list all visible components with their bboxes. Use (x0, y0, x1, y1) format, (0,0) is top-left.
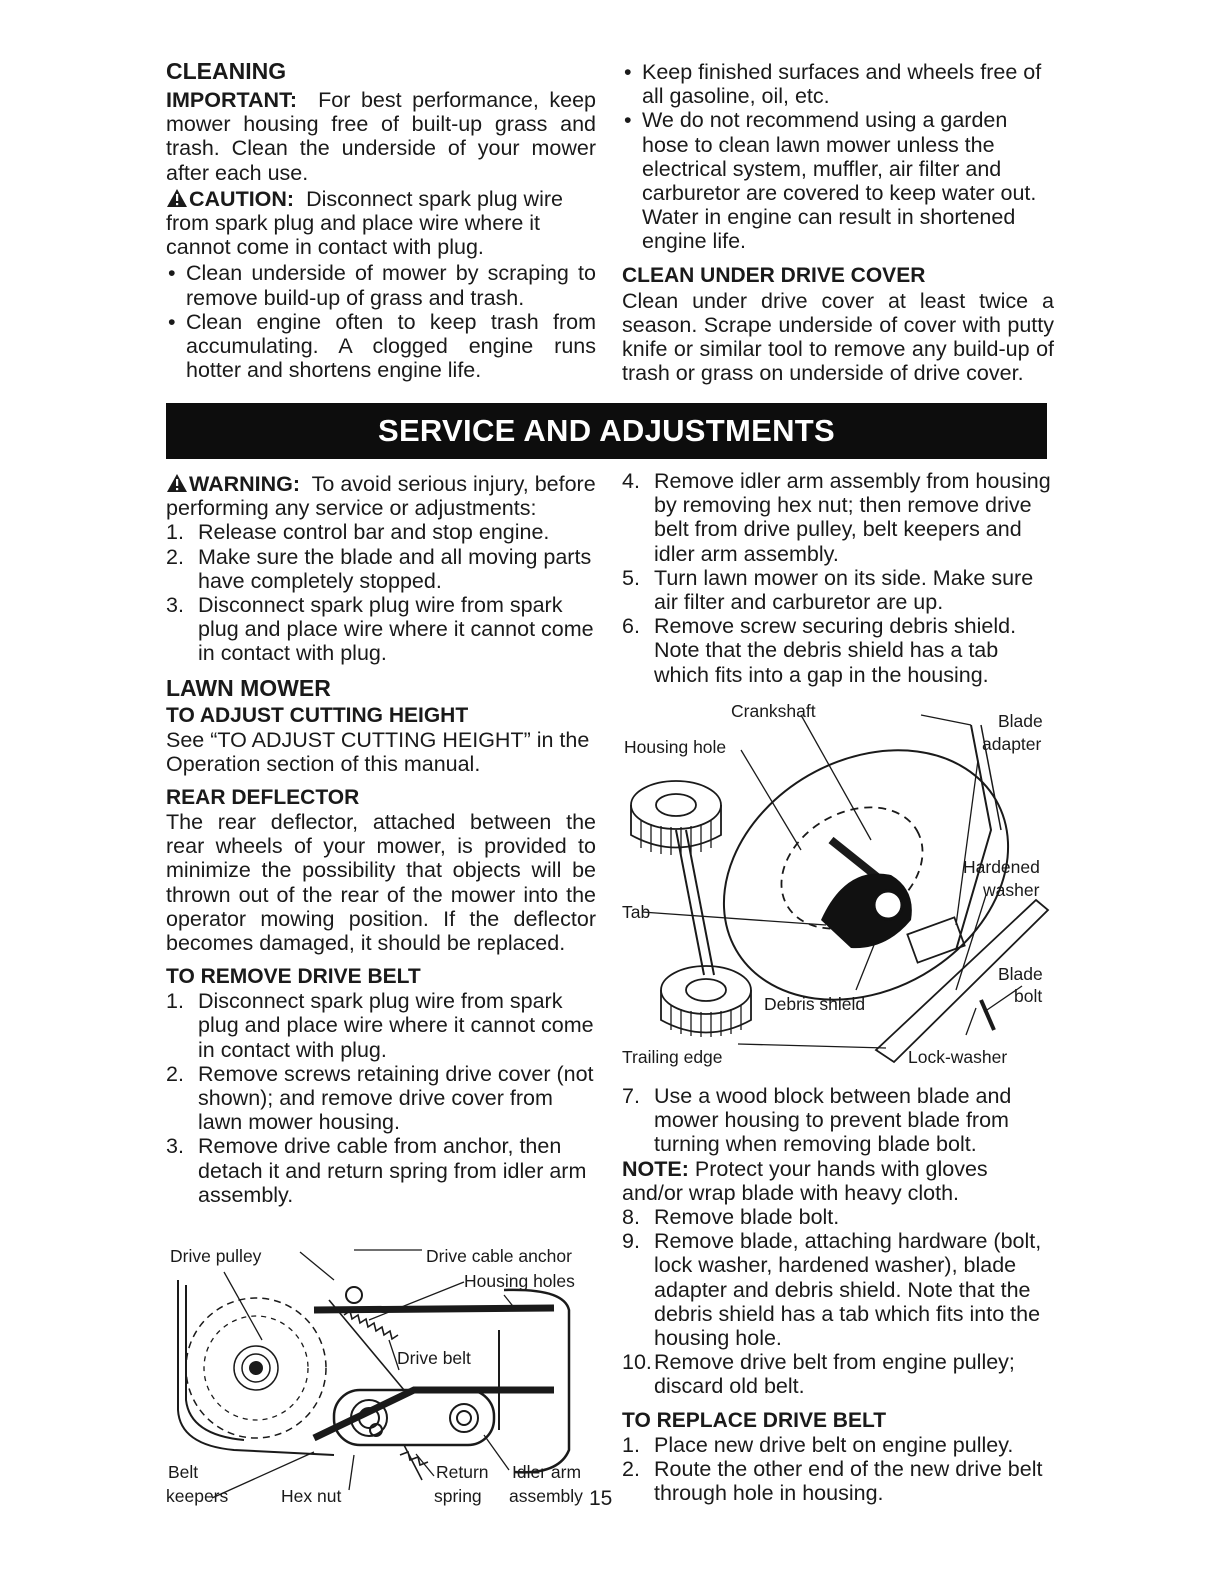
label-drive-pulley: Drive pulley (170, 1246, 262, 1266)
list-item: 8. Remove blade bolt. (622, 1205, 840, 1230)
list-item: 4. Remove idler arm assembly from housing by removing hex nut; then remove drive belt from drive pulley, belt keepers and idler arm assembly. (622, 469, 1051, 566)
label-washer: washer (983, 880, 1040, 900)
list-item: • Clean underside of mower by scraping to remove build-up of grass and trash. (166, 261, 596, 309)
cleaning-section (166, 58, 596, 382)
list-item: 1. Disconnect spark plug wire from spark plug and place wire where it cannot come in contact with plug. (166, 989, 594, 1062)
warning-triangle-icon (166, 188, 188, 208)
list-item: 2. Remove screws retaining drive cover (not shown); and remove drive cover from lawn mower housing. (166, 1061, 594, 1135)
cleaning-heading: CLEANING (166, 58, 287, 84)
service-left-column (166, 472, 596, 1207)
cut-height-heading: TO ADJUST CUTTING HEIGHT (166, 703, 469, 727)
remove-belt-steps-left (166, 989, 596, 1207)
list-item: • Clean engine often to keep trash from accumulating. A clogged engine runs hotter and shortens engine life. (166, 310, 596, 383)
label-blade-bolt: Blade (998, 964, 1043, 984)
warning-triangle-icon (166, 473, 188, 493)
drive-belt-diagram (164, 1240, 596, 1535)
label-tab: Tab (622, 902, 651, 922)
label-assembly: assembly (509, 1486, 583, 1506)
warning-text: To avoid serious injury, before performing any service or adjustments: (166, 472, 596, 521)
list-item: 1. Release control bar and stop engine. (166, 520, 550, 545)
important-paragraph (166, 88, 596, 185)
cut-height-text: See “TO ADJUST CUTTING HEIGHT” in the Operation section of this manual. (166, 727, 590, 776)
section-banner: SERVICE AND ADJUSTMENTS (166, 403, 1047, 459)
list-item: 2. Make sure the blade and all moving parts have completely stopped. (166, 544, 592, 593)
remove-belt-heading: TO REMOVE DRIVE BELT (166, 965, 421, 989)
warning-label: WARNING: (189, 472, 301, 496)
cleaning-bullets-right (622, 60, 1054, 254)
label-debris-shield: Debris shield (764, 994, 866, 1014)
caution-paragraph (166, 187, 596, 260)
label-housing-hole: Housing hole (624, 737, 727, 757)
label-drive-cable-anchor: Drive cable anchor (426, 1246, 572, 1266)
service-right-lower (622, 1084, 1054, 1505)
rear-deflector-heading: REAR DEFLECTOR (166, 786, 360, 810)
list-item: 9. Remove blade, attaching hardware (bolt, lock washer, hardened washer), blade adapter and debris shield. Note that the debris shield has a tab which fits into the housing hole. (622, 1229, 1042, 1351)
label-trailing-edge: Trailing edge (622, 1047, 723, 1067)
lawn-mower-heading: LAWN MOWER (166, 674, 331, 701)
label-keepers: keepers (166, 1486, 229, 1506)
list-item: 7. Use a wood block between blade and mower housing to prevent blade from turning when removing blade bolt. (622, 1084, 1012, 1157)
list-item: 1. Place new drive belt on engine pulley. (622, 1432, 1014, 1457)
list-item: 2. Route the other end of the new drive belt through hole in housing. (622, 1456, 1043, 1506)
list-item: 10. Remove drive belt from engine pulley; discard old belt. (622, 1350, 1015, 1399)
list-item: • Keep finished surfaces and wheels free of all gasoline, oil, etc. (622, 60, 1054, 108)
warning-paragraph (166, 472, 596, 520)
list-item: 3. Remove drive cable from anchor, then detach it and return spring from idler arm assembly. (166, 1134, 587, 1207)
blade-figure (616, 690, 1056, 1076)
remove-belt-steps-right (622, 469, 1054, 687)
note-text: Protect your hands with gloves and/or wrap blade with heavy cloth. (622, 1156, 988, 1205)
label-bolt: bolt (1014, 986, 1043, 1006)
replace-belt-steps (622, 1433, 1054, 1506)
note-label: NOTE: (622, 1156, 689, 1181)
note-paragraph (622, 1157, 1054, 1205)
cleaning-section-continued (622, 60, 1054, 385)
remove-belt-steps-final (622, 1205, 1054, 1399)
drive-belt-figure (164, 1240, 596, 1535)
label-hex-nut: Hex nut (281, 1486, 342, 1506)
important-text: For best performance, keep mower housing free of built-up grass and trash. Clean the underside of your mower after each use. (166, 88, 596, 185)
rear-deflector-text: The rear deflector, attached between the rear wheels of your mower, is provided to minimize the possibility that objects will be thrown out of the rear of the mower into the operator mowing position. If the deflector becomes damaged, it should be replaced. (166, 810, 596, 956)
label-hardened: Hardened (963, 857, 1040, 877)
remove-belt-steps-7 (622, 1084, 1054, 1157)
replace-belt-heading: TO REPLACE DRIVE BELT (622, 1408, 887, 1432)
cleaning-bullets-left (166, 261, 596, 382)
drive-cover-heading: CLEAN UNDER DRIVE COVER (622, 263, 926, 287)
list-item: 6. Remove screw securing debris shield. Note that the debris shield has a tab which fits into a gap in the housing. (622, 614, 1017, 687)
warning-steps (166, 520, 596, 665)
label-spring: spring (434, 1486, 482, 1506)
service-right-column (622, 469, 1054, 687)
list-item: • We do not recommend using a garden hose to clean lawn mower unless the electrical system, muffler, air filter and carburetor are covered to keep water out. Water in engine can result in shortened engine life. (622, 108, 1054, 253)
important-label: IMPORTANT: (166, 88, 297, 112)
label-return: Return (436, 1462, 489, 1482)
label-lock-washer: Lock-washer (908, 1047, 1008, 1067)
caution-label: CAUTION: (189, 186, 295, 211)
label-drive-belt: Drive belt (397, 1348, 471, 1368)
label-adapter: adapter (982, 734, 1042, 754)
list-item: 3. Disconnect spark plug wire from spark plug and place wire where it cannot come in contact with plug. (166, 593, 594, 666)
label-blade: Blade (998, 711, 1043, 731)
label-belt: Belt (168, 1462, 199, 1482)
list-item: 5. Turn lawn mower on its side. Make sure air filter and carburetor are up. (622, 565, 1034, 615)
page-number: 15 (589, 1487, 613, 1510)
label-housing-holes: Housing holes (464, 1271, 575, 1291)
blade-diagram (616, 690, 1056, 1076)
caution-text: Disconnect spark plug wire from spark plug and place wire where it cannot come in contact with plug. (166, 186, 563, 260)
drive-cover-text: Clean under drive cover at least twice a season. Scrape underside of cover with putty knife or similar tool to remove any build-up of trash or grass on underside of drive cover. (622, 288, 1054, 386)
label-crankshaft: Crankshaft (731, 701, 816, 721)
label-idler-arm: Idler arm (512, 1462, 582, 1482)
